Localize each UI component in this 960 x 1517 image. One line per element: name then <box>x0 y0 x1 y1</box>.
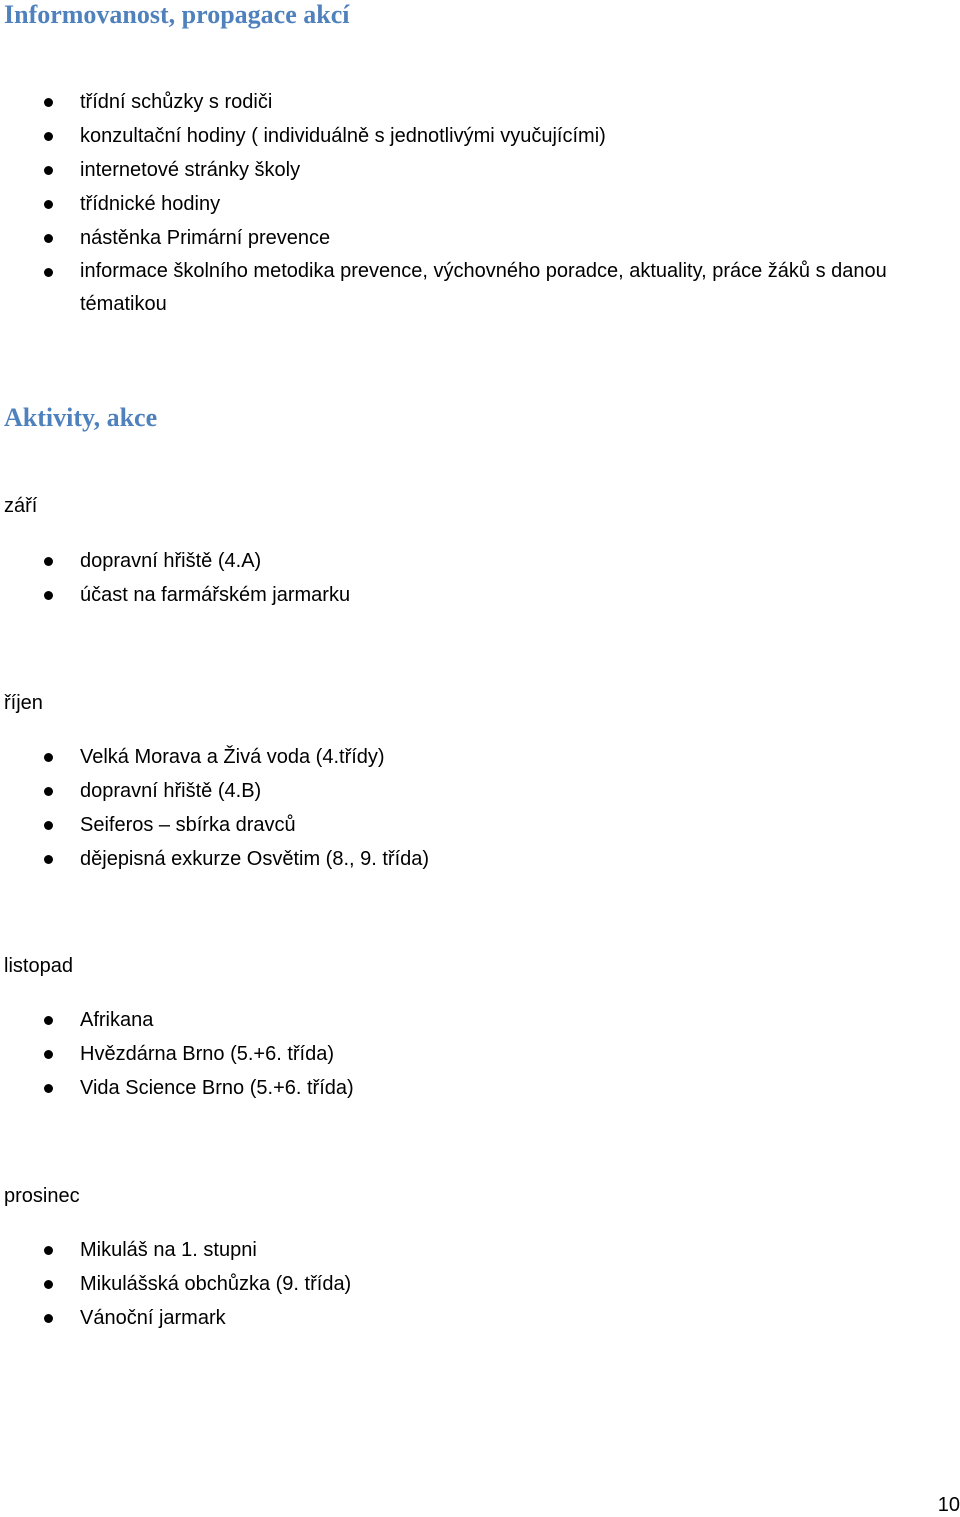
bullet-icon <box>44 855 53 864</box>
page-number: 10 <box>937 1494 960 1516</box>
bullet-icon <box>44 200 53 209</box>
section-heading-informovanost: Informovanost, propagace akcí <box>4 0 350 29</box>
list-item <box>0 1267 960 1301</box>
month-list-rijen <box>0 740 960 876</box>
month-label-listopad: listopad <box>4 955 73 977</box>
list-item <box>0 119 960 153</box>
list-item-text: internetové stránky školy <box>80 159 301 181</box>
section-heading-aktivity: Aktivity, akce <box>4 403 158 432</box>
list-item <box>0 187 960 221</box>
month-label-zari: září <box>4 495 38 517</box>
bullet-icon <box>44 132 53 141</box>
bullet-icon <box>44 1016 53 1025</box>
bullet-icon <box>44 98 53 107</box>
list-item-text: Velká Morava a Živá voda (4.třídy) <box>80 746 385 768</box>
list-item-text: Vánoční jarmark <box>80 1307 226 1329</box>
info-list <box>0 85 960 321</box>
bullet-icon <box>44 821 53 830</box>
list-item <box>0 544 960 578</box>
list-item <box>0 808 960 842</box>
list-item-text: Hvězdárna Brno (5.+6. třída) <box>80 1043 335 1065</box>
bullet-icon <box>44 1084 53 1093</box>
list-item-text: Afrikana <box>80 1009 154 1031</box>
list-item-text: účast na farmářském jarmarku <box>80 584 351 606</box>
list-item-text: dějepisná exkurze Osvětim (8., 9. třída) <box>80 848 430 870</box>
bullet-icon <box>44 166 53 175</box>
month-list-zari <box>0 544 960 612</box>
bullet-icon <box>44 557 53 566</box>
month-list-listopad <box>0 1003 960 1105</box>
bullet-icon <box>44 753 53 762</box>
list-item <box>0 85 960 119</box>
bullet-icon <box>44 1050 53 1059</box>
list-item-text: třídnické hodiny <box>80 193 221 215</box>
bullet-icon <box>44 591 53 600</box>
list-item-text: dopravní hřiště (4.A) <box>80 550 262 572</box>
list-item <box>0 578 960 612</box>
bullet-icon <box>44 268 53 277</box>
list-item <box>0 1301 960 1335</box>
list-item <box>0 1233 960 1267</box>
list-item-text: informace školního metodika prevence, výchovného poradce, aktuality, práce žáků s danou tématikou <box>80 260 887 315</box>
list-item-text: Seiferos – sbírka dravců <box>80 814 296 836</box>
month-label-prosinec: prosinec <box>4 1185 80 1207</box>
month-label-rijen: říjen <box>4 692 43 714</box>
list-item <box>0 221 960 255</box>
bullet-icon <box>44 1246 53 1255</box>
bullet-icon <box>44 234 53 243</box>
list-item-text: Mikulášská obchůzka (9. třída) <box>80 1273 352 1295</box>
list-item <box>0 255 960 321</box>
list-item <box>0 1037 960 1071</box>
list-item-text: dopravní hřiště (4.B) <box>80 780 262 802</box>
bullet-icon <box>44 787 53 796</box>
list-item <box>0 153 960 187</box>
list-item <box>0 1071 960 1105</box>
month-list-prosinec <box>0 1233 960 1335</box>
list-item <box>0 842 960 876</box>
bullet-icon <box>44 1280 53 1289</box>
list-item-text: konzultační hodiny ( individuálně s jednotlivými vyučujícími) <box>80 125 606 147</box>
bullet-icon <box>44 1314 53 1323</box>
list-item <box>0 774 960 808</box>
list-item <box>0 740 960 774</box>
list-item-text: Mikuláš na 1. stupni <box>80 1239 257 1261</box>
list-item-text: třídní schůzky s rodiči <box>80 91 273 113</box>
list-item-text: nástěnka Primární prevence <box>80 227 331 249</box>
list-item <box>0 1003 960 1037</box>
list-item-text: Vida Science Brno (5.+6. třída) <box>80 1077 354 1099</box>
